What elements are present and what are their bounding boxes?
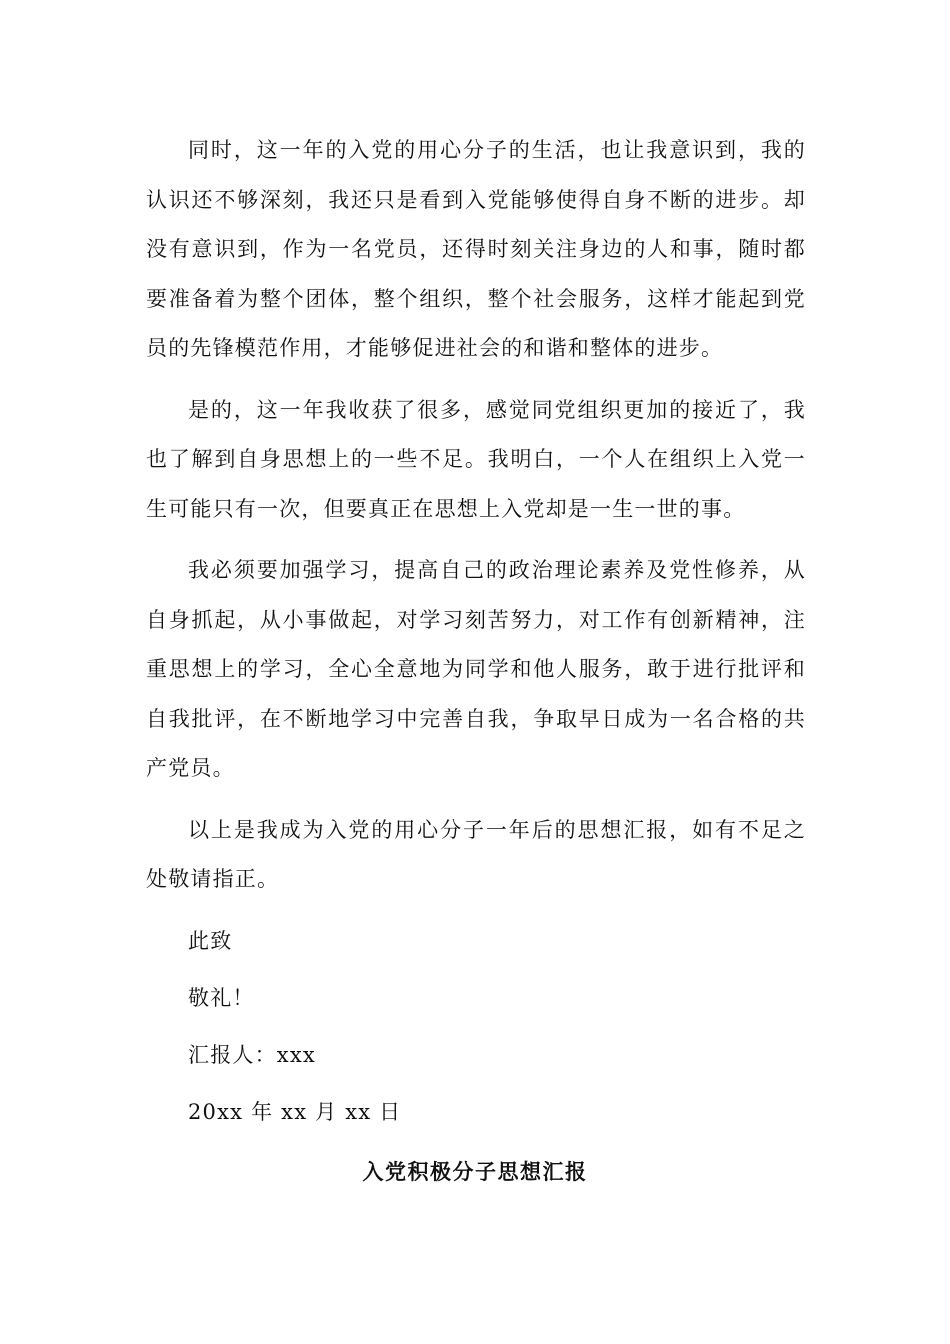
paragraph-2: 是的，这一年我收获了很多，感觉同党组织更加的接近了，我也了解到自身思想上的一些不足。我明白，一个人在组织上入党一生可能只有一次，但要真正在思想上入党却是一生一世的事。 — [146, 397, 806, 521]
closing-respect: 敬礼！ — [188, 985, 255, 1010]
document-body — [146, 126, 806, 1145]
next-article-title: 入党积极分子思想汇报 — [362, 1159, 588, 1184]
paragraph-3: 我必须要加强学习，提高自己的政治理论素养及党性修养，从自身抓起，从小事做起，对学习刻苦努力，对工作有创新精神，注重思想上的学习，全心全意地为同学和他人服务，敢于进行批评和自我批评，在不断地学习中完善自我，争取早日成为一名合格的共产党员。 — [146, 558, 806, 780]
paragraph-1: 同时，这一年的入党的用心分子的生活，也让我意识到，我的认识还不够深刻，我还只是看到入党能够使得自身不断的进步。却没有意识到，作为一名党员，还得时刻关注身边的人和事，随时都要准备着为整个团体，整个组织，整个社会服务，这样才能起到党员的先锋模范作用，才能够促进社会的和谐和整体的进步。 — [146, 138, 806, 360]
date-line: 20xx 年 xx 月 xx 日 — [188, 1099, 402, 1124]
closing-salutation: 此致 — [188, 928, 233, 953]
paragraph-4: 以上是我成为入党的用心分子一年后的思想汇报，如有不足之处敬请指正。 — [146, 817, 806, 891]
reporter-line: 汇报人：xxx — [188, 1042, 316, 1067]
